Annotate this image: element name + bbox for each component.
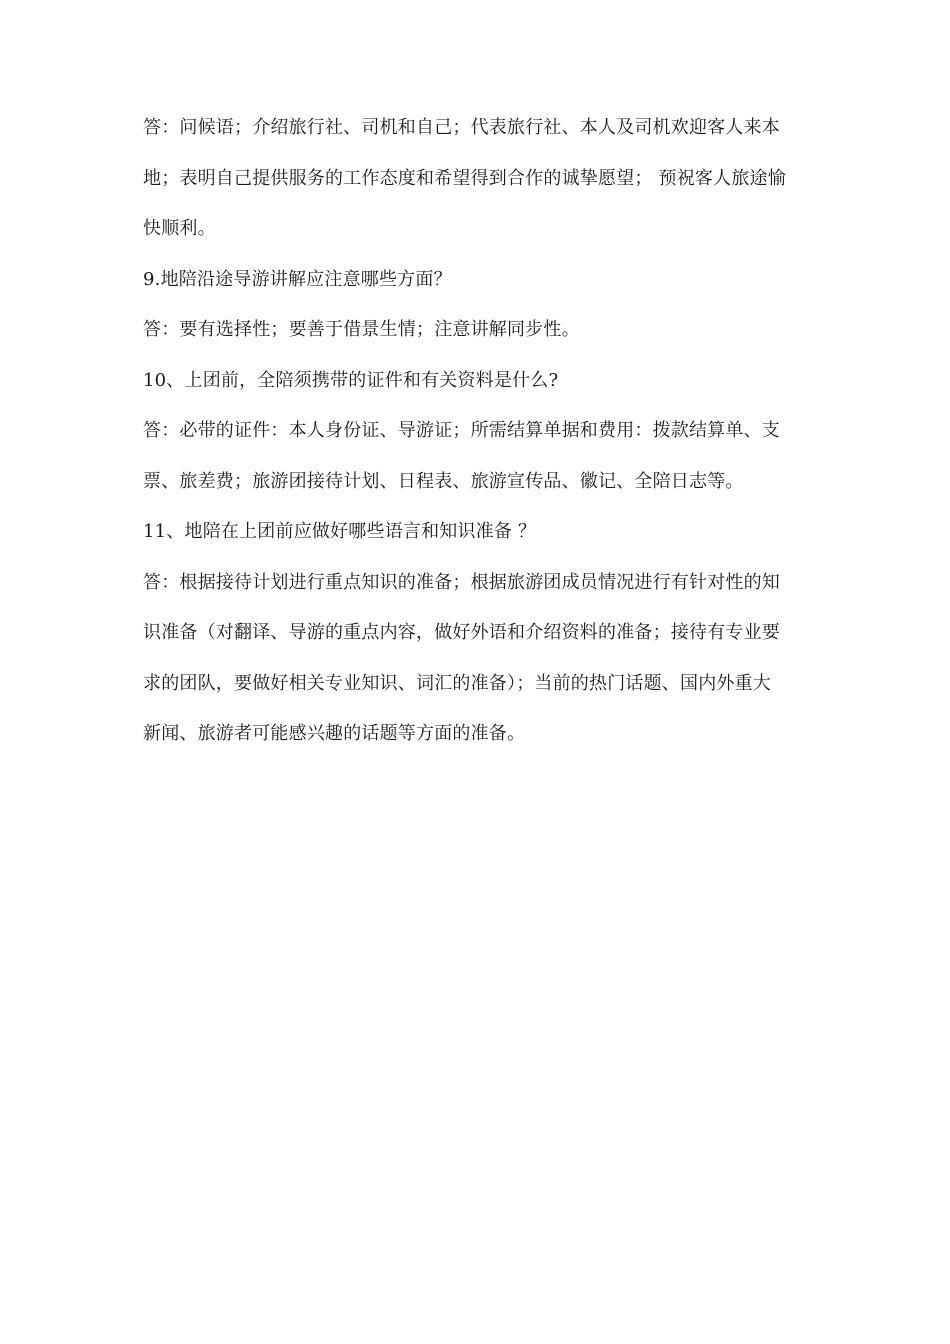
answer-11-line-1: 答：根据接待计划进行重点知识的准备；根据旅游团成员情况进行有针对性的知 (143, 571, 780, 593)
answer-10-line-1: 答：必带的证件：本人身份证、导游证；所需结算单据和费用：拨款结算单、支 (143, 420, 780, 441)
answer-11-line-4: 新闻、旅游者可能感兴趣的话题等方面的准备。 (143, 723, 526, 744)
answer-11-paragraph (143, 558, 811, 760)
answer-11-line-3: 求的团队，要做好相关专业知识、词汇的准备）；当前的热门话题、国内外重大 (143, 672, 771, 694)
question-9 (143, 255, 811, 306)
question-11 (143, 507, 811, 558)
answer-8-paragraph (143, 103, 811, 255)
answer-9-line-1: 答：要有选择性；要善于借景生情；注意讲解同步性。 (143, 319, 580, 340)
answer-8-line-3: 快顺利。 (143, 218, 216, 239)
document-body (143, 103, 811, 760)
answer-11-line-2: 识准备（对翻译、导游的重点内容，做好外语和介绍资料的准备；接待有专业要 (143, 622, 780, 643)
question-9-line-1: 9.地陪沿途导游讲解应注意哪些方面？ (143, 268, 452, 290)
question-10-line-1: 10、上团前，全陪须携带的证件和有关资料是什么? (143, 369, 559, 391)
answer-10-paragraph (143, 406, 811, 507)
answer-9-paragraph (143, 305, 811, 356)
answer-8-line-1: 答：问候语；介绍旅行社、司机和自己；代表旅行社、本人及司机欢迎客人来本 (143, 117, 780, 138)
answer-8-line-2: 地；表明自己提供服务的工作态度和希望得到合作的诚挚愿望； 预祝客人旅途愉 (143, 167, 786, 189)
question-10 (143, 356, 811, 407)
answer-10-line-2: 票、旅差费；旅游团接待计划、日程表、旅游宣传品、徽记、全陪日志等。 (143, 470, 744, 492)
question-11-line-1: 11、地陪在上团前应做好哪些语言和知识准备 ？ (143, 521, 537, 542)
